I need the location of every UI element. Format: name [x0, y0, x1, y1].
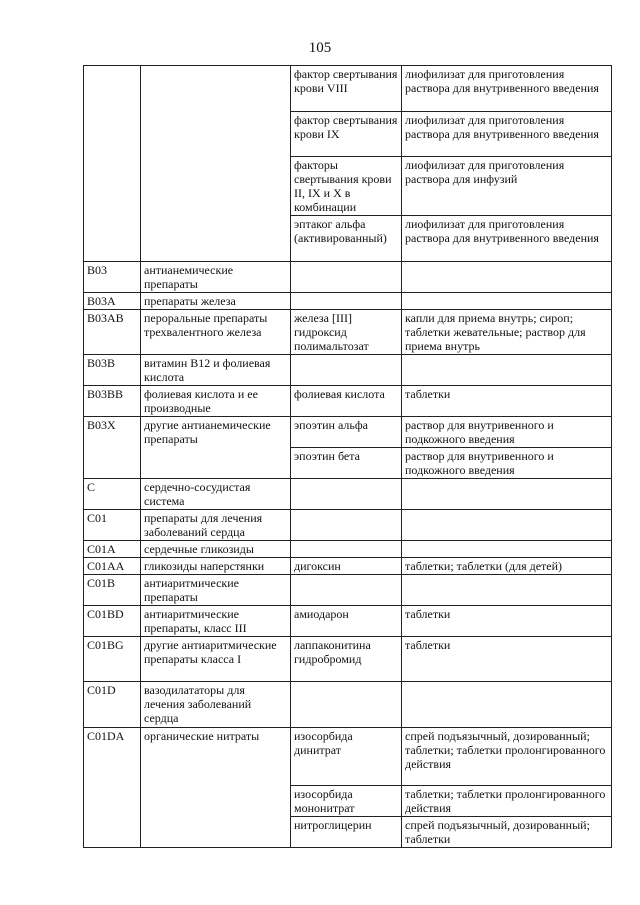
table-row: [84, 293, 612, 310]
drug-name-cell: [291, 541, 402, 558]
atc-code-cell: [84, 66, 141, 262]
drug-name-cell: фолиевая кислота: [291, 386, 402, 417]
atc-code-cell: C01B: [84, 575, 141, 606]
drug-name-cell: изосорбида мононитрат: [291, 786, 402, 817]
dosage-form-cell: спрей подъязычный, дозированный; таблетки; таблетки пролонгированного действия: [402, 728, 612, 786]
group-name-cell: препараты для лечения заболеваний сердца: [141, 510, 291, 541]
drug-name-cell: фактор свертывания крови IX: [291, 112, 402, 157]
atc-code-cell: B03AB: [84, 310, 141, 355]
drug-table: [83, 65, 612, 848]
group-name-cell: другие антианемические препараты: [141, 417, 291, 479]
dosage-form-cell: таблетки; таблетки (для детей): [402, 558, 612, 575]
atc-code-cell: C01BD: [84, 606, 141, 637]
drug-name-cell: [291, 575, 402, 606]
group-name-cell: антианемические препараты: [141, 262, 291, 293]
atc-code-cell: B03BB: [84, 386, 141, 417]
table-row: [84, 541, 612, 558]
atc-code-cell: B03B: [84, 355, 141, 386]
table-row: [84, 510, 612, 541]
drug-name-cell: эпоэтин бета: [291, 448, 402, 479]
drug-name-cell: факторы свертывания крови II, IX и X в комбинации: [291, 157, 402, 216]
table-row: [84, 66, 612, 112]
group-name-cell: [141, 66, 291, 262]
group-name-cell: антиаритмические препараты: [141, 575, 291, 606]
atc-code-cell: C01A: [84, 541, 141, 558]
dosage-form-cell: [402, 575, 612, 606]
atc-code-cell: B03X: [84, 417, 141, 479]
dosage-form-cell: лиофилизат для приготовления раствора для внутривенного введения: [402, 112, 612, 157]
table-row: [84, 355, 612, 386]
drug-name-cell: железа [III] гидроксид полимальтозат: [291, 310, 402, 355]
table-row: [84, 558, 612, 575]
dosage-form-cell: раствор для внутривенного и подкожного введения: [402, 448, 612, 479]
dosage-form-cell: лиофилизат для приготовления раствора для внутривенного введения: [402, 216, 612, 262]
dosage-form-cell: [402, 355, 612, 386]
atc-code-cell: B03: [84, 262, 141, 293]
atc-code-cell: C01BG: [84, 637, 141, 682]
drug-name-cell: дигоксин: [291, 558, 402, 575]
table-row: [84, 479, 612, 510]
group-name-cell: сердечно-сосудистая система: [141, 479, 291, 510]
table-row: [84, 575, 612, 606]
atc-code-cell: B03A: [84, 293, 141, 310]
dosage-form-cell: таблетки; таблетки пролонгированного действия: [402, 786, 612, 817]
group-name-cell: другие антиаритмические препараты класса I: [141, 637, 291, 682]
drug-name-cell: [291, 510, 402, 541]
group-name-cell: органические нитраты: [141, 728, 291, 848]
dosage-form-cell: [402, 479, 612, 510]
page-number: 105: [308, 40, 332, 56]
table-row: [84, 728, 612, 786]
group-name-cell: пероральные препараты трехвалентного железа: [141, 310, 291, 355]
dosage-form-cell: [402, 541, 612, 558]
table-row: [84, 606, 612, 637]
table-row: [84, 637, 612, 682]
dosage-form-cell: таблетки: [402, 386, 612, 417]
table-row: [84, 310, 612, 355]
dosage-form-cell: капли для приема внутрь; сироп; таблетки жевательные; раствор для приема внутрь: [402, 310, 612, 355]
atc-code-cell: C01AA: [84, 558, 141, 575]
drug-name-cell: амиодарон: [291, 606, 402, 637]
table-row: [84, 262, 612, 293]
drug-name-cell: [291, 293, 402, 310]
drug-name-cell: [291, 262, 402, 293]
drug-name-cell: лаппаконитина гидробромид: [291, 637, 402, 682]
dosage-form-cell: лиофилизат для приготовления раствора для внутривенного введения: [402, 66, 612, 112]
dosage-form-cell: таблетки: [402, 637, 612, 682]
dosage-form-cell: [402, 510, 612, 541]
dosage-form-cell: таблетки: [402, 606, 612, 637]
table-row: [84, 417, 612, 448]
atc-code-cell: C01: [84, 510, 141, 541]
drug-name-cell: нитроглицерин: [291, 817, 402, 848]
atc-code-cell: C: [84, 479, 141, 510]
drug-name-cell: изосорбида динитрат: [291, 728, 402, 786]
dosage-form-cell: раствор для внутривенного и подкожного введения: [402, 417, 612, 448]
drug-name-cell: [291, 479, 402, 510]
dosage-form-cell: [402, 262, 612, 293]
drug-name-cell: эпоэтин альфа: [291, 417, 402, 448]
drug-name-cell: [291, 355, 402, 386]
group-name-cell: гликозиды наперстянки: [141, 558, 291, 575]
group-name-cell: сердечные гликозиды: [141, 541, 291, 558]
drug-name-cell: фактор свертывания крови VIII: [291, 66, 402, 112]
table-row: [84, 386, 612, 417]
drug-name-cell: [291, 682, 402, 728]
dosage-form-cell: лиофилизат для приготовления раствора для инфузий: [402, 157, 612, 216]
table-row: [84, 682, 612, 728]
group-name-cell: препараты железа: [141, 293, 291, 310]
dosage-form-cell: [402, 682, 612, 728]
group-name-cell: витамин B12 и фолиевая кислота: [141, 355, 291, 386]
group-name-cell: фолиевая кислота и ее производные: [141, 386, 291, 417]
dosage-form-cell: спрей подъязычный, дозированный; таблетки: [402, 817, 612, 848]
dosage-form-cell: [402, 293, 612, 310]
atc-code-cell: C01D: [84, 682, 141, 728]
drug-name-cell: эптаког альфа (активированный): [291, 216, 402, 262]
group-name-cell: антиаритмические препараты, класс III: [141, 606, 291, 637]
atc-code-cell: C01DA: [84, 728, 141, 848]
group-name-cell: вазодилататоры для лечения заболеваний сердца: [141, 682, 291, 728]
